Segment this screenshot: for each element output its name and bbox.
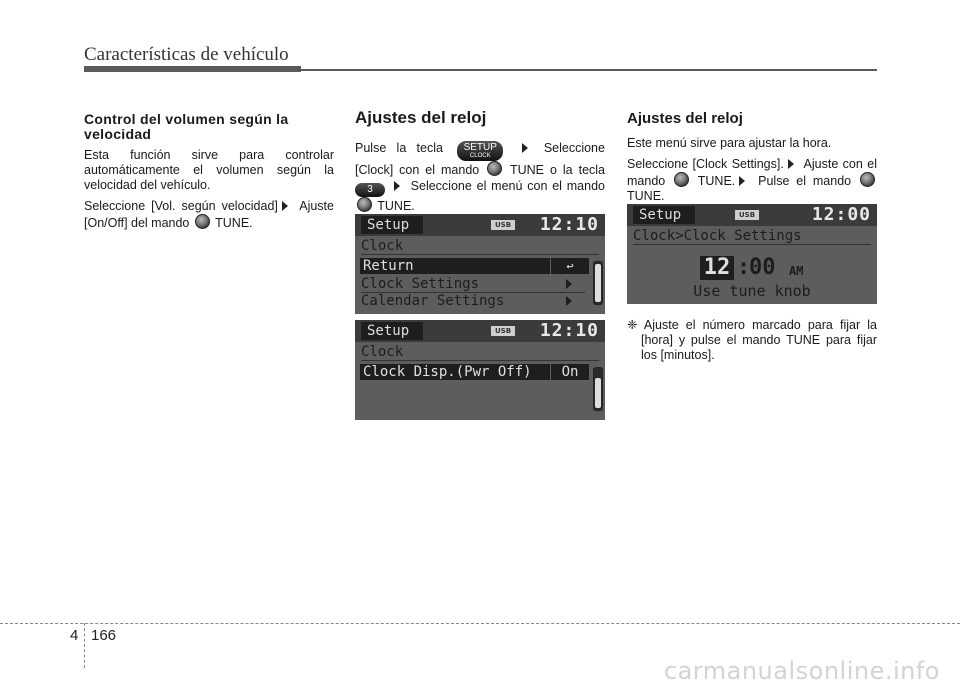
divider	[361, 360, 599, 361]
arrow-right-icon	[522, 143, 528, 153]
usb-icon: USB	[491, 220, 515, 230]
arrow-right-icon	[739, 176, 745, 186]
chevron-right-icon	[566, 296, 572, 306]
tune-knob-icon	[674, 172, 689, 187]
clock-colon: :	[737, 255, 751, 280]
menu-item-clock-settings: Clock Settings	[361, 276, 480, 292]
screen-clock-menu	[355, 214, 605, 314]
clock-minute: 00	[749, 255, 776, 280]
scrollbar-thumb	[595, 378, 601, 408]
column-clock-settings	[627, 108, 877, 210]
screen-clock-display	[355, 320, 605, 420]
chapter-number: 4	[70, 627, 79, 644]
text: TUNE.	[627, 189, 665, 203]
screen-title: Clock	[361, 238, 404, 254]
text: Seleccione [Vol. según velocidad]	[84, 199, 278, 213]
chevron-right-icon	[566, 279, 572, 289]
column-clock	[355, 108, 605, 220]
scrollbar-thumb	[595, 264, 601, 302]
arrow-right-icon	[394, 181, 400, 191]
text: Seleccione [Clock] con el mando	[355, 141, 605, 177]
screen-title: Clock	[361, 344, 404, 360]
header-rule-thin	[301, 69, 877, 71]
return-icon: ↩	[551, 258, 589, 274]
screen-tab: Setup	[361, 322, 423, 340]
screen-hint: Use tune knob	[693, 282, 811, 300]
section-heading: Control del volumen según la velocidad	[84, 111, 289, 142]
tune-knob-icon	[195, 214, 210, 229]
section-heading: Ajustes del reloj	[627, 110, 743, 127]
arrow-right-icon	[788, 159, 794, 169]
paragraph: Este menú sirve para ajustar la hora.	[627, 136, 832, 150]
number-key-icon: 3	[355, 183, 385, 197]
paragraph-instructions	[627, 157, 877, 204]
note: ❈ Ajuste el número marcado para fijar la [hora] y pulse el mando TUNE para fijar los [minutos].	[627, 318, 877, 362]
text: TUNE o la tecla	[509, 163, 605, 177]
screen-tab: Setup	[361, 216, 423, 234]
divider	[361, 254, 599, 255]
watermark: carmanualsonline.info	[663, 657, 940, 685]
clock-ampm: AM	[789, 264, 804, 278]
key-label: SETUP	[463, 142, 497, 153]
column-volume	[84, 108, 334, 237]
text: Seleccione el menú con el mando	[410, 179, 605, 193]
note-block	[627, 318, 877, 369]
text: Pulse el mando	[758, 174, 852, 188]
clock-hour: 12	[700, 256, 734, 280]
page-number: 166	[91, 627, 117, 644]
screen-time: 12:10	[539, 214, 599, 235]
text: TUNE.	[697, 174, 736, 188]
menu-item-clock-display: Clock Disp.(Pwr Off)	[360, 364, 550, 380]
key-sublabel: CLOCK	[469, 153, 491, 159]
screen-clock-settings	[627, 204, 877, 304]
footer-rule	[0, 623, 960, 624]
section-heading: Ajustes del reloj	[355, 108, 487, 127]
usb-icon: USB	[735, 210, 759, 220]
text: Ajuste con el mando	[627, 157, 877, 188]
paragraph-instructions	[355, 140, 605, 214]
screen-time: 12:10	[539, 320, 599, 341]
screen-title: Clock>Clock Settings	[633, 228, 802, 244]
header-title: Características de vehículo	[84, 44, 289, 65]
scrollbar	[593, 261, 603, 305]
footer-vertical-rule	[84, 623, 85, 668]
screen-tab: Setup	[633, 206, 695, 224]
screen-time: 12:00	[811, 204, 871, 225]
menu-item-calendar-settings: Calendar Settings	[361, 293, 505, 309]
header-rule	[84, 66, 301, 72]
text: TUNE.	[215, 216, 253, 230]
scrollbar	[593, 367, 603, 411]
text: Seleccione [Clock Settings].	[627, 157, 784, 171]
setup-clock-key-icon	[457, 141, 503, 161]
tune-knob-icon	[860, 172, 875, 187]
divider	[633, 244, 871, 245]
paragraph-instructions	[84, 199, 334, 231]
usb-icon: USB	[491, 326, 515, 336]
arrow-right-icon	[282, 201, 288, 211]
menu-item-return: Return	[360, 258, 550, 274]
text: TUNE.	[377, 199, 415, 213]
tune-knob-icon	[357, 197, 372, 212]
text: Ajuste [On/Off] del mando	[84, 199, 334, 230]
tune-knob-icon	[487, 161, 502, 176]
paragraph: Esta función sirve para controlar automáticamente el volumen según la velocidad del vehículo.	[84, 148, 334, 192]
text: Pulse la tecla	[355, 141, 443, 155]
clock-display-value: On	[551, 364, 589, 380]
